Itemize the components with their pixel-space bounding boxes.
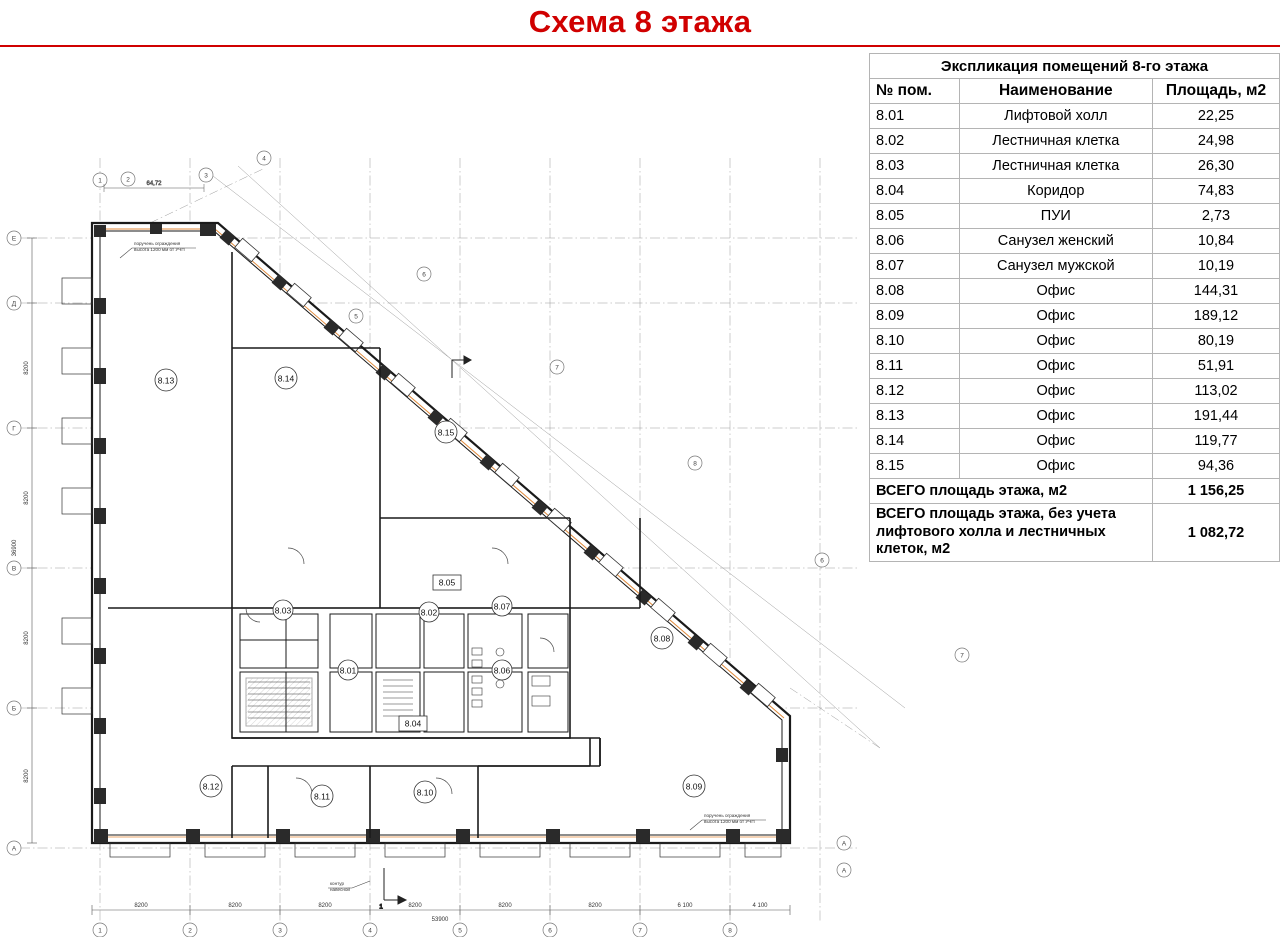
column-header-name: Наименование: [959, 79, 1152, 104]
room-marker: [155, 369, 177, 391]
room-number: 8.09: [870, 304, 960, 329]
svg-text:7: 7: [960, 652, 964, 660]
svg-text:8.05: 8.05: [438, 577, 456, 588]
svg-text:1: 1: [98, 177, 102, 185]
room-name: Офис: [959, 304, 1152, 329]
svg-text:высота 1200 мм от УЧП: высота 1200 мм от УЧП: [134, 247, 185, 252]
room-area: 94,36: [1152, 454, 1279, 479]
svg-text:поручень ограждения: поручень ограждения: [704, 813, 751, 818]
svg-text:8.08: 8.08: [653, 633, 671, 644]
total-label: ВСЕГО площадь этажа, м2: [870, 479, 1153, 504]
room-name: Лестничная клетка: [959, 129, 1152, 154]
title-divider: [0, 45, 1280, 47]
table-row: [870, 379, 1280, 404]
room-number: 8.10: [870, 329, 960, 354]
svg-text:Д: Д: [11, 300, 17, 308]
room-name: Офис: [959, 279, 1152, 304]
table-row: [870, 354, 1280, 379]
total-label-net: ВСЕГО площадь этажа, без учета лифтового холла и лестничных клеток, м2: [870, 504, 1153, 562]
svg-text:8.06: 8.06: [493, 665, 511, 676]
svg-text:8.12: 8.12: [202, 781, 220, 792]
table-row: [870, 429, 1280, 454]
room-number: 8.14: [870, 429, 960, 454]
svg-text:53900: 53900: [431, 917, 449, 923]
svg-text:навесной: навесной: [330, 887, 350, 892]
svg-text:Б: Б: [11, 705, 17, 713]
room-area: 26,30: [1152, 154, 1279, 179]
room-marker: [311, 785, 333, 807]
svg-text:5: 5: [458, 927, 462, 935]
room-marker: [200, 775, 222, 797]
svg-text:6: 6: [548, 927, 552, 935]
svg-text:8.09: 8.09: [685, 781, 703, 792]
svg-text:5: 5: [354, 313, 358, 321]
dimension-top-left: [104, 181, 204, 192]
svg-text:6: 6: [422, 271, 426, 279]
table-row: [870, 404, 1280, 429]
table-total-row: [870, 504, 1280, 562]
svg-text:1: 1: [379, 903, 383, 911]
room-number: 8.03: [870, 154, 960, 179]
svg-text:8: 8: [693, 460, 697, 468]
room-area: 2,73: [1152, 204, 1279, 229]
room-marker: [433, 575, 461, 590]
room-marker: [435, 421, 457, 443]
svg-text:8.10: 8.10: [416, 787, 434, 798]
svg-text:8200: 8200: [408, 903, 422, 909]
svg-text:А: А: [841, 867, 847, 875]
room-area: 24,98: [1152, 129, 1279, 154]
svg-text:7: 7: [555, 364, 559, 372]
room-marker: [338, 660, 358, 680]
room-number: 8.06: [870, 229, 960, 254]
svg-text:4: 4: [368, 927, 372, 935]
svg-text:8.13: 8.13: [157, 375, 175, 386]
room-number: 8.01: [870, 104, 960, 129]
table-row: [870, 454, 1280, 479]
svg-text:8200: 8200: [134, 903, 148, 909]
room-name: Офис: [959, 379, 1152, 404]
table-caption: Экспликация помещений 8-го этажа: [870, 54, 1280, 79]
room-name: Офис: [959, 329, 1152, 354]
room-number: 8.08: [870, 279, 960, 304]
room-number: 8.02: [870, 129, 960, 154]
room-name: Офис: [959, 354, 1152, 379]
room-area: 191,44: [1152, 404, 1279, 429]
table-row: [870, 304, 1280, 329]
svg-text:8200: 8200: [24, 769, 30, 783]
table-total-row: [870, 479, 1280, 504]
room-marker: [492, 596, 512, 616]
svg-text:Е: Е: [11, 235, 17, 243]
svg-text:3: 3: [204, 172, 208, 180]
svg-text:8.14: 8.14: [277, 373, 295, 384]
room-area: 10,19: [1152, 254, 1279, 279]
svg-text:8.11: 8.11: [314, 791, 330, 802]
svg-text:4: 4: [262, 155, 266, 163]
room-marker: [275, 367, 297, 389]
room-marker: [651, 627, 673, 649]
column-header-area: Площадь, м2: [1152, 79, 1279, 104]
room-area: 10,84: [1152, 229, 1279, 254]
room-number: 8.15: [870, 454, 960, 479]
total-value-net: 1 082,72: [1152, 504, 1279, 562]
dimension-values-bottom: [134, 903, 768, 923]
room-area: 189,12: [1152, 304, 1279, 329]
room-number: 8.05: [870, 204, 960, 229]
room-name: ПУИ: [959, 204, 1152, 229]
svg-text:A: A: [11, 845, 17, 853]
svg-text:6 100: 6 100: [677, 903, 693, 909]
room-marker: [683, 775, 705, 797]
svg-text:В: В: [11, 565, 17, 573]
svg-text:7: 7: [638, 927, 642, 935]
table-row: [870, 179, 1280, 204]
room-marker: [419, 602, 439, 622]
explication-table: [869, 53, 1280, 562]
svg-text:3: 3: [278, 927, 282, 935]
svg-text:64,72: 64,72: [146, 181, 162, 187]
room-area: 22,25: [1152, 104, 1279, 129]
svg-text:8200: 8200: [24, 631, 30, 645]
room-name: Санузел женский: [959, 229, 1152, 254]
svg-text:контур: контур: [330, 881, 345, 886]
room-marker: [414, 781, 436, 803]
room-area: 80,19: [1152, 329, 1279, 354]
building-outline: [92, 223, 790, 843]
svg-text:8200: 8200: [24, 491, 30, 505]
svg-text:8200: 8200: [228, 903, 242, 909]
room-area: 74,83: [1152, 179, 1279, 204]
svg-text:8.15: 8.15: [437, 427, 455, 438]
room-number: 8.07: [870, 254, 960, 279]
room-name: Офис: [959, 454, 1152, 479]
table-row: [870, 204, 1280, 229]
room-name: Лифтовой холл: [959, 104, 1152, 129]
svg-text:6: 6: [820, 557, 824, 565]
svg-text:8.03: 8.03: [274, 605, 292, 616]
svg-text:8.04: 8.04: [404, 718, 422, 729]
room-marker: [399, 716, 427, 731]
svg-text:высота 1200 мм от УЧП: высота 1200 мм от УЧП: [704, 819, 755, 824]
svg-text:8.07: 8.07: [493, 601, 511, 612]
table-header-row: [870, 79, 1280, 104]
svg-text:2: 2: [188, 927, 192, 935]
room-marker: [492, 660, 512, 680]
svg-text:8200: 8200: [498, 903, 512, 909]
room-number: 8.13: [870, 404, 960, 429]
svg-text:Г: Г: [12, 425, 16, 433]
svg-text:8200: 8200: [588, 903, 602, 909]
svg-text:А: А: [841, 840, 847, 848]
svg-text:1: 1: [98, 927, 102, 935]
room-name: Офис: [959, 429, 1152, 454]
dimension-chain-left: [27, 238, 37, 843]
table-row: [870, 254, 1280, 279]
room-number: 8.12: [870, 379, 960, 404]
svg-text:36900: 36900: [12, 539, 18, 557]
table-row: [870, 104, 1280, 129]
svg-text:поручень ограждения: поручень ограждения: [134, 241, 181, 246]
table-row: [870, 329, 1280, 354]
room-area: 144,31: [1152, 279, 1279, 304]
room-area: 119,77: [1152, 429, 1279, 454]
room-number: 8.11: [870, 354, 960, 379]
room-name: Коридор: [959, 179, 1152, 204]
room-name: Санузел мужской: [959, 254, 1152, 279]
svg-text:2: 2: [126, 176, 130, 184]
table-row: [870, 229, 1280, 254]
table-row: [870, 129, 1280, 154]
room-area: 113,02: [1152, 379, 1279, 404]
svg-text:8200: 8200: [318, 903, 332, 909]
table-caption-row: [870, 54, 1280, 79]
svg-text:4 100: 4 100: [752, 903, 768, 909]
room-area: 51,91: [1152, 354, 1279, 379]
note-contour: [328, 881, 370, 892]
total-value: 1 156,25: [1152, 479, 1279, 504]
room-name: Лестничная клетка: [959, 154, 1152, 179]
room-name: Офис: [959, 404, 1152, 429]
table-row: [870, 154, 1280, 179]
svg-text:8.02: 8.02: [420, 607, 438, 618]
svg-text:8200: 8200: [24, 361, 30, 375]
room-marker: [273, 600, 293, 620]
column-header-number: № пом.: [870, 79, 960, 104]
room-number: 8.04: [870, 179, 960, 204]
table-row: [870, 279, 1280, 304]
svg-text:8: 8: [728, 927, 732, 935]
svg-text:8.01: 8.01: [339, 665, 357, 676]
page-title: Схема 8 этажа: [528, 4, 752, 39]
